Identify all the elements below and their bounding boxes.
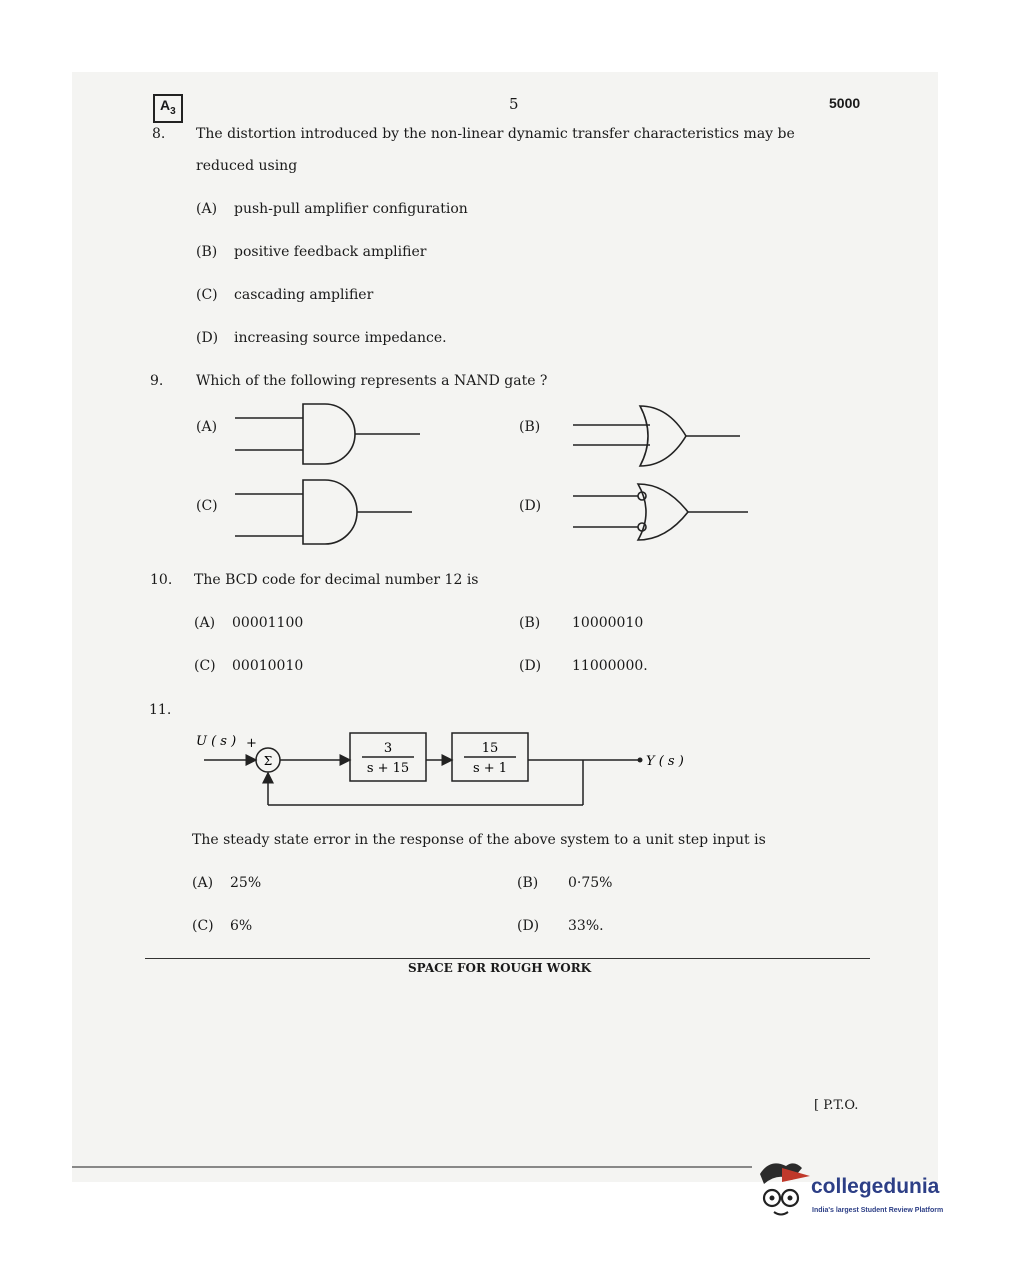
- q9-option-a-label: (A): [196, 419, 218, 435]
- page-bottom-edge: [72, 1166, 752, 1168]
- q9-text: Which of the following represents a NAND gate ?: [196, 373, 548, 389]
- q11-option-d-text: 33%.: [568, 918, 604, 934]
- q11-number: 11.: [149, 702, 172, 718]
- q8-option-b-label: (B): [196, 244, 218, 260]
- q10-number: 10.: [150, 572, 173, 588]
- q10-option-a-text: 00001100: [232, 615, 304, 631]
- q10-text: The BCD code for decimal number 12 is: [194, 572, 479, 588]
- q11-option-a-text: 25%: [230, 875, 262, 891]
- q11-option-a-label: (A): [192, 875, 214, 891]
- q8-option-d-label: (D): [196, 330, 219, 346]
- q10-option-c-text: 00010010: [232, 658, 304, 674]
- q11-option-c-label: (C): [192, 918, 214, 934]
- q8-option-c-label: (C): [196, 287, 218, 303]
- q8-option-a-label: (A): [196, 201, 218, 217]
- q11-text: The steady state error in the response of the above system to a unit step input is: [192, 832, 766, 848]
- collegedunia-tagline: India's largest Student Review Platform: [812, 1207, 944, 1214]
- q8-option-b-text: positive feedback amplifier: [234, 244, 427, 260]
- q10-option-b-label: (B): [519, 615, 541, 631]
- q10-option-a-label: (A): [194, 615, 216, 631]
- output-node: [638, 758, 643, 763]
- and-gate-a-diagram: [230, 400, 425, 470]
- or-gate-b-diagram: [568, 400, 748, 475]
- q10-option-d-text: 11000000.: [572, 658, 648, 674]
- block-diagram: [190, 725, 684, 810]
- q9-option-b-label: (B): [519, 419, 541, 435]
- q8-option-c-text: cascading amplifier: [234, 287, 374, 303]
- paper-code-box: $A_3$: [153, 94, 183, 123]
- q11-option-b-label: (B): [517, 875, 539, 891]
- and-gate-c-diagram: [230, 476, 425, 551]
- q8-number: 8.: [152, 126, 166, 142]
- collegedunia-logo: collegedunia: [811, 1175, 940, 1198]
- block1-denominator: s + 15: [366, 761, 410, 776]
- q10-option-c-label: (C): [194, 658, 216, 674]
- q8-text-line1: The distortion introduced by the non-linear dynamic transfer characteristics may be: [196, 126, 795, 142]
- plus-sign: +: [246, 736, 257, 751]
- q10-option-d-label: (D): [519, 658, 542, 674]
- q11-option-d-label: (D): [517, 918, 540, 934]
- block2-numerator: 15: [481, 741, 499, 756]
- q9-option-d-label: (D): [519, 498, 542, 514]
- q11-option-c-text: 6%: [230, 918, 253, 934]
- q8-option-d-text: increasing source impedance.: [234, 330, 447, 346]
- q9-number: 9.: [150, 373, 164, 389]
- or-gate-d-diagram: [568, 480, 753, 550]
- input-label: U ( s ): [196, 734, 237, 749]
- q9-option-c-label: (C): [196, 498, 218, 514]
- rough-work-divider: [145, 958, 870, 959]
- summing-junction: Σ: [263, 754, 273, 768]
- page-number: 5: [509, 95, 519, 113]
- block1-numerator: 3: [383, 741, 393, 756]
- q8-text-line2: reduced using: [196, 158, 298, 174]
- series-number: 5000: [829, 95, 861, 111]
- collegedunia-mascot-icon: [752, 1158, 812, 1220]
- q8-option-a-text: push-pull amplifier configuration: [234, 201, 468, 217]
- pto-label: [ P.T.O.: [814, 1098, 859, 1113]
- output-label: Y ( s ): [646, 754, 684, 769]
- block2-denominator: s + 1: [472, 761, 508, 776]
- q11-option-b-text: 0·75%: [568, 875, 613, 891]
- q10-option-b-text: 10000010: [572, 615, 644, 631]
- rough-work-label: SPACE FOR ROUGH WORK: [408, 961, 592, 975]
